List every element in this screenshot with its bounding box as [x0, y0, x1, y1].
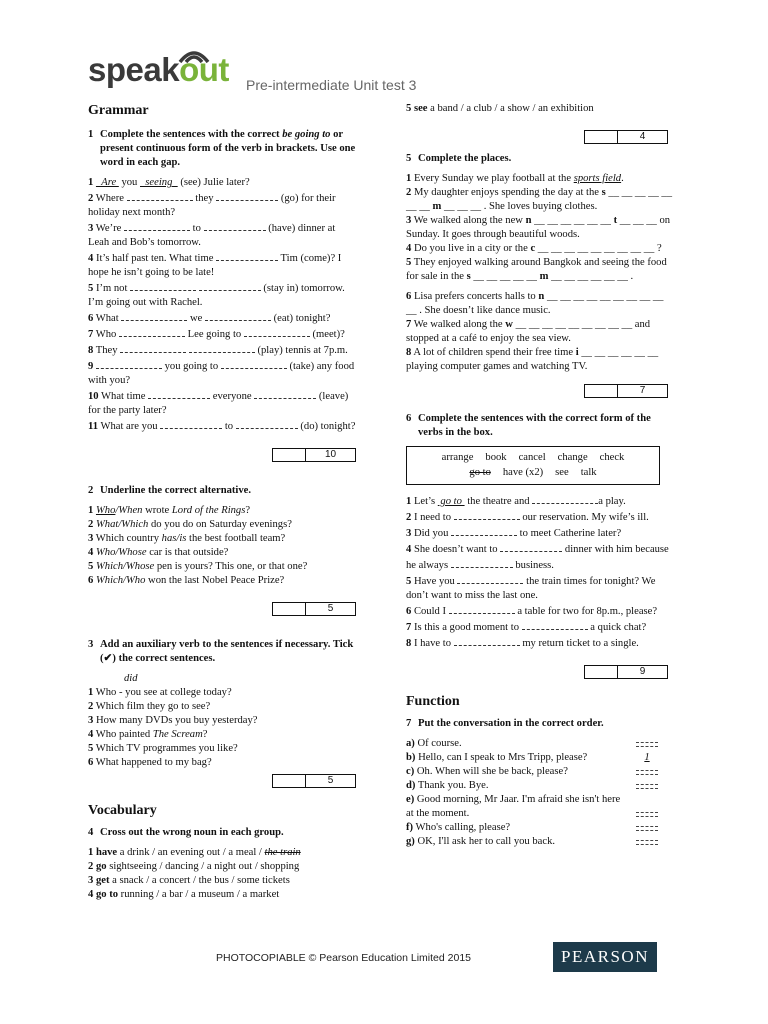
grammar-heading: Grammar	[88, 103, 149, 118]
list-item: 3 How many DVDs you buy yesterday?	[88, 715, 258, 726]
list-item: 7 We walked along the w __ __ __ __ __ __ __ __ __ and stopped at a café to enjoy the sea view.	[406, 319, 651, 344]
list-item: 3 We’re to (have) dinner at Leah and Bob’s tomorrow.	[88, 220, 356, 250]
logo-out: out	[179, 51, 229, 88]
score-total: 10	[324, 449, 337, 460]
list-item: 8 They (play) tennis at 7p.m.	[88, 342, 356, 358]
list-item: 1 Who/When wrote Lord of the Rings?	[88, 505, 251, 516]
score-total: 4	[639, 131, 646, 142]
exercise-1-items	[88, 176, 356, 434]
list-item: 2 What/Which do you do on Saturday evenings?	[88, 519, 292, 530]
score-total: 7	[639, 385, 646, 396]
score-total: 9	[639, 666, 646, 677]
list-item: 11 What are you to (do) tonight?	[88, 418, 356, 434]
list-item: 2 I need to our reservation. My wife’s ill.	[406, 509, 676, 525]
list-item: 3 We walked along the new n __ __ __ __ __ __ t __ __ __ on Sunday. It goes through beautiful woods.	[406, 215, 671, 240]
exercise-6-score-box	[584, 665, 668, 679]
word: arrange	[441, 452, 474, 463]
list-item: 2 go sightseeing / dancing / a night out / shopping	[88, 861, 300, 872]
list-item: 6 What happened to my bag?	[88, 757, 212, 768]
word: cancel	[518, 452, 546, 463]
list-item: 10 What time everyone (leave) for the party later?	[88, 388, 356, 418]
answer-blank[interactable]	[636, 770, 658, 775]
left-column	[88, 98, 356, 902]
exercise-6-items	[406, 493, 676, 651]
list-item: 3 Which country has/is the best football team?	[88, 533, 286, 544]
word: change	[557, 452, 588, 463]
score-entry[interactable]	[585, 385, 618, 397]
exercise-1-instruction: 1 Complete the sentences with the correct be going to or present continuous form of the verb in brackets. Use one word in each gap.	[88, 129, 356, 168]
vocabulary-heading: Vocabulary	[88, 803, 157, 818]
score-entry[interactable]	[585, 131, 618, 143]
answer-blank[interactable]	[636, 812, 658, 817]
exercise-4-score-box	[584, 130, 668, 144]
list-item: 6 Lisa prefers concerts halls to n __ __ __ __ __ __ __ __ __ __ . She doesn’t like dance music.	[406, 291, 664, 316]
answer-blank[interactable]	[636, 826, 658, 831]
exercise-3-items	[88, 686, 356, 770]
exercise-7-instruction: 7 Put the conversation in the correct order.	[406, 718, 604, 729]
list-item: 7 Who Lee going to (meet)?	[88, 326, 356, 342]
exercise-6-instruction: 6 Complete the sentences with the correct form of the verbs in the box.	[406, 413, 651, 438]
list-item: 8 I have to my return ticket to a single.	[406, 635, 676, 651]
example-word: did	[124, 673, 138, 684]
list-item: 1 Every Sunday we play football at the sports field.	[406, 173, 624, 184]
sound-wave-icon	[176, 44, 212, 64]
list-item: g) OK, I'll ask her to call you back.	[406, 835, 658, 849]
unit-title: Pre-intermediate Unit test 3	[246, 77, 417, 93]
exercise-5-items	[406, 172, 676, 374]
list-item: 4 Who painted The Scream?	[88, 729, 208, 740]
answer-blank[interactable]	[636, 742, 658, 747]
score-total: 5	[327, 775, 334, 786]
list-item: 3 get a snack / a concert / the bus / some tickets	[88, 875, 290, 886]
copyright-footer: PHOTOCOPIABLE © Pearson Education Limited 2015	[216, 952, 472, 964]
exercise-2-instruction: 2 Underline the correct alternative.	[88, 485, 252, 496]
exercise-4-items	[88, 846, 356, 902]
answer-blank[interactable]	[636, 840, 658, 845]
list-item: 2 Where they (go) for their holiday next month?	[88, 190, 356, 220]
exercise-5-instruction: 5 Complete the places.	[406, 153, 512, 164]
pearson-logo: PEARSON	[553, 942, 657, 972]
list-item: 5 see a band / a club / a show / an exhibition	[406, 103, 594, 114]
list-item: 5 I’m not (stay in) tomorrow. I’m going out with Rachel.	[88, 280, 356, 310]
word: go to	[469, 467, 491, 478]
list-item: 6 Which/Who won the last Nobel Peace Prize?	[88, 575, 285, 586]
list-item: 5 Which TV programmes you like?	[88, 743, 238, 754]
list-item: 2 Which film they go to see?	[88, 701, 211, 712]
list-item: 3 Did you to meet Catherine later?	[406, 525, 676, 541]
list-item: 7 Is this a good moment to a quick chat?	[406, 619, 676, 635]
list-item: 8 A lot of children spend their free time i __ __ __ __ __ __ playing computer games and watching TV.	[406, 347, 659, 372]
list-item: 1 have a drink / an evening out / a meal / the train	[88, 847, 301, 858]
list-item: 6 Could I a table for two for 8p.m., please?	[406, 603, 676, 619]
exercise-1-score-box	[272, 448, 356, 462]
list-item: 2 My daughter enjoys spending the day at the s __ __ __ __ __ __ __ m __ __ __ . She loves buying clothes.	[406, 187, 672, 212]
score-entry[interactable]	[273, 449, 306, 461]
list-item: f) Who's calling, please?	[406, 821, 658, 835]
word: talk	[580, 467, 597, 478]
list-item: b) Hello, can I speak to Mrs Tripp, please? 1	[406, 751, 658, 765]
score-entry[interactable]	[273, 775, 306, 787]
list-item: 1 Who - you see at college today?	[88, 687, 232, 698]
exercise-3-score-box	[272, 774, 356, 788]
list-item: 4 It’s half past ten. What time Tim (come)? I hope he isn’t going to be late!	[88, 250, 356, 280]
right-column	[406, 98, 676, 849]
list-item: 6 What we (eat) tonight?	[88, 310, 356, 326]
list-item: 5 Have you the train times for tonight? We don’t want to miss the last one.	[406, 573, 676, 603]
exercise-2-items	[88, 504, 356, 588]
list-item: 5 They enjoyed walking around Bangkok and seeing the food for sale in the s __ __ __ __ __ m __ __ __ __ __ __ .	[406, 257, 667, 282]
exercise-7-items	[406, 737, 658, 849]
score-total: 5	[327, 603, 334, 614]
exercise-4-instruction: 4 Cross out the wrong noun in each group.	[88, 827, 284, 838]
answer-blank[interactable]	[636, 784, 658, 789]
list-item: c) Oh. When will she be back, please?	[406, 765, 658, 779]
word-box	[406, 446, 660, 485]
score-entry[interactable]	[585, 666, 618, 678]
function-heading: Function	[406, 694, 460, 709]
list-item: 5 Which/Whose pen is yours? This one, or that one?	[88, 561, 308, 572]
list-item: 1 Let’s go to the theatre and a play.	[406, 493, 676, 509]
list-item: 1 Are you seeing (see) Julie later?	[88, 177, 250, 188]
list-item: e) Good morning, Mr Jaar. I'm afraid she isn't here at the moment.	[406, 793, 658, 821]
exercise-3-instruction: 3 Add an auxiliary verb to the sentences if necessary. Tick (✔) the correct sentences.	[88, 639, 354, 664]
list-item: 4 Do you live in a city or the c __ __ __ __ __ __ __ __ __ ?	[406, 243, 662, 254]
list-item: a) Of course.	[406, 737, 658, 751]
list-item: 4 go to running / a bar / a museum / a market	[88, 889, 280, 900]
word: book	[485, 452, 507, 463]
exercise-5-score-box	[584, 384, 668, 398]
list-item: d) Thank you. Bye.	[406, 779, 658, 793]
list-item: 4 She doesn’t want to dinner with him because he always business.	[406, 541, 676, 573]
list-item: 4 Who/Whose car is that outside?	[88, 547, 229, 558]
word-box-row	[407, 465, 659, 480]
word: check	[599, 452, 625, 463]
list-item: 9 you going to (take) any food with you?	[88, 358, 356, 388]
word: have (x2)	[502, 467, 544, 478]
logo-speak: speak	[88, 51, 180, 88]
exercise-2-score-box	[272, 602, 356, 616]
score-entry[interactable]	[273, 603, 306, 615]
word: see	[555, 467, 569, 478]
word-box-row	[407, 450, 659, 465]
answer-value: 1	[644, 752, 650, 763]
